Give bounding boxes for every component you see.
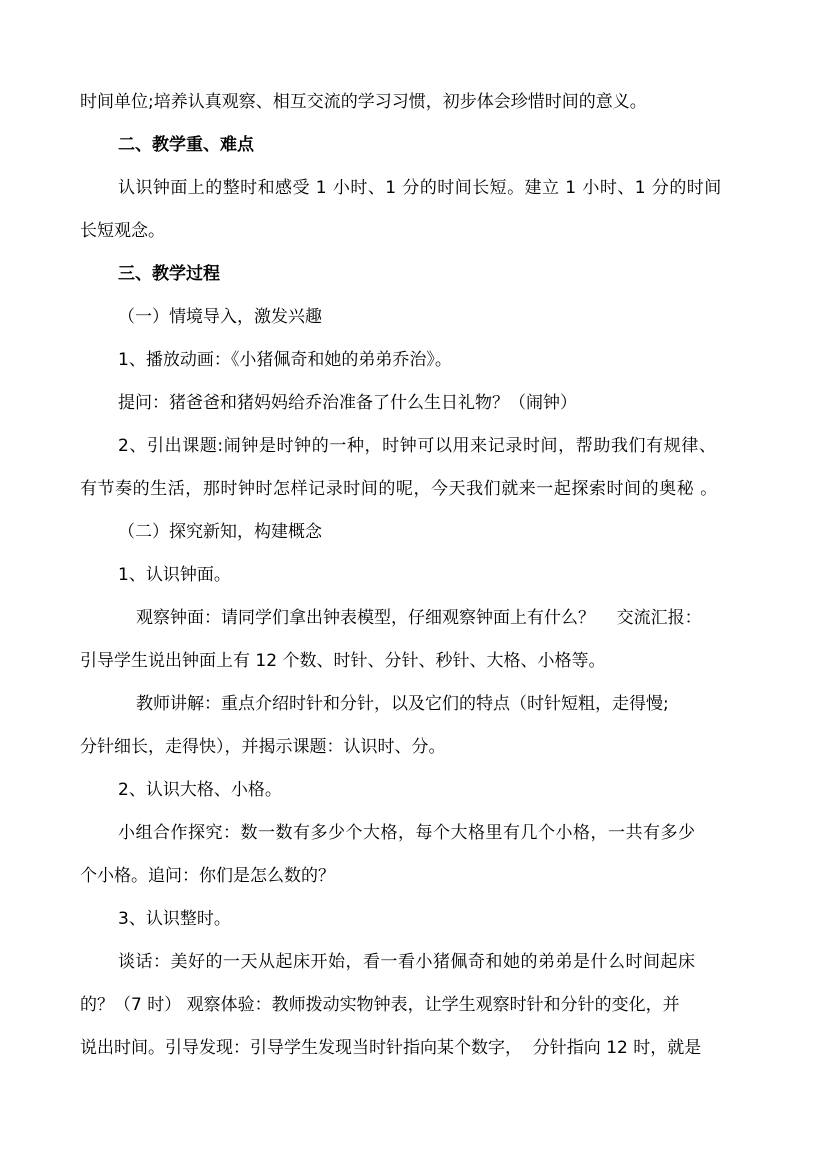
text-line: 观察钟面：请同学们拿出钟表模型，仔细观察钟面上有什么？ 交流汇报： (136, 608, 702, 628)
text-line: 谈话：美好的一天从起床开始，看一看小猪佩奇和她的弟弟是什么时间起床 (118, 952, 696, 972)
text-line: 2、引出课题:闹钟是时钟的一种，时钟可以用来记录时间，帮助我们有规律、 (118, 436, 717, 456)
text-line: 时间单位;培养认真观察、相互交流的学习习惯，初步体会珍惜时间的意义。 (80, 92, 647, 112)
text-line: 个小格。追问：你们是怎么数的？ (80, 866, 335, 886)
text-line: 引导学生说出钟面上有 12 个数、时针、分针、秒针、大格、小格等。 (80, 651, 606, 671)
text-line: 分针细长，走得快），并揭示课题：认识时、分。 (80, 737, 446, 757)
text-line: 2、认识大格、小格。 (118, 780, 282, 800)
text-line: 3、认识整时。 (118, 909, 231, 929)
text-line: 提问：猪爸爸和猪妈妈给乔治准备了什么生日礼物？（闹钟） (118, 393, 577, 413)
section-heading: 三、教学过程 (118, 264, 220, 284)
text-line: 小组合作探究：数一数有多少个大格，每个大格里有几个小格，一共有多少 (118, 823, 696, 843)
text-line: 说出时间。引导发现：引导学生发现当时针指向某个数字， 分针指向 12 时，就是 (80, 1038, 702, 1058)
section-heading: 二、教学重、难点 (118, 135, 254, 155)
text-line: 长短观念。 (80, 221, 165, 241)
text-line: 有节奏的生活，那时钟时怎样记录时间的呢，今天我们就来一起探索时间的奥秘 。 (80, 479, 718, 499)
text-line: 教师讲解：重点介绍时针和分针，以及它们的特点（时针短粗，走得慢; (136, 694, 669, 714)
subsection-heading: （二）探究新知，构建概念 (118, 522, 322, 542)
text-line: 1、认识钟面。 (118, 565, 231, 585)
subsection-heading: （一）情境导入，激发兴趣 (118, 307, 322, 327)
text-line: 的？（7 时） 观察体验：教师拨动实物钟表，让学生观察时针和分针的变化，并 (80, 995, 680, 1015)
text-line: 认识钟面上的整时和感受 1 小时、1 分的时间长短。建立 1 小时、1 分的时间 (118, 178, 722, 198)
text-line: 1、播放动画：《小猪佩奇和她的弟弟乔治》。 (118, 350, 452, 370)
